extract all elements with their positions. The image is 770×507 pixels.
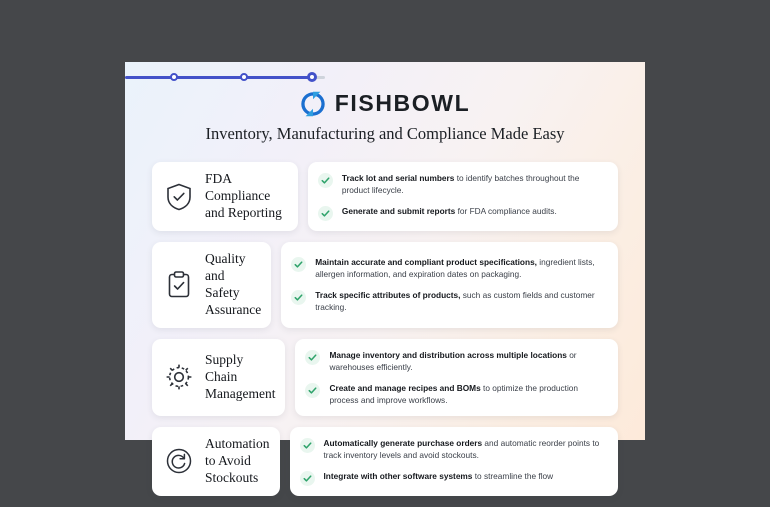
feature-bullet-strong: Track specific attributes of products, — [315, 290, 461, 301]
check-icon — [305, 350, 320, 365]
feature-bullet — [291, 289, 606, 313]
feature-bullet-text — [315, 256, 606, 280]
feature-row — [152, 162, 618, 231]
feature-bullet-rest: ingredient lists, allergen information, and expiration dates on packaging. — [315, 257, 595, 280]
progress-knob[interactable] — [307, 72, 317, 82]
brand-lockup — [125, 90, 645, 117]
gear-icon — [164, 362, 194, 392]
feature-bullet-strong: Maintain accurate and compliant product specifications, — [315, 257, 537, 268]
feature-bullet — [318, 205, 606, 221]
feature-bullet — [305, 349, 606, 373]
feature-bullet-text — [342, 205, 557, 217]
progress-fill — [125, 76, 315, 79]
brand-name: FISHBOWL — [334, 90, 471, 116]
check-icon — [291, 257, 306, 272]
feature-title: Quality and Safety Assurance — [205, 251, 262, 317]
feature-bullet-rest: and automatic reorder points to track inventory levels and avoid stockouts. — [323, 437, 600, 460]
clipboard-check-icon — [164, 270, 194, 300]
feature-detail-card — [295, 339, 618, 416]
feature-bullet-text — [329, 382, 606, 406]
feature-bullet-rest: to identify batches throughout the product lifecycle. — [341, 173, 580, 196]
feature-bullet-text — [324, 470, 554, 482]
slide-progress-bar[interactable] — [125, 71, 325, 83]
slide-tagline: Inventory, Manufacturing and Compliance Made Easy — [205, 124, 565, 143]
fishbowl-logo-icon — [300, 91, 326, 117]
feature-bullet-strong: Integrate with other software systems — [323, 470, 473, 481]
feature-bullet-strong: Track lot and serial numbers — [341, 173, 455, 183]
feature-bullet-text — [329, 349, 606, 373]
check-icon — [291, 290, 306, 305]
refresh-circle-icon — [164, 446, 194, 476]
feature-bullet-rest: such as custom fields and customer tracking. — [315, 290, 595, 313]
shield-check-icon — [164, 182, 194, 212]
feature-title-card — [152, 339, 285, 416]
feature-title: FDA Compliance and Reporting — [205, 171, 282, 220]
feature-row — [152, 427, 618, 496]
feature-bullet-text — [315, 289, 606, 313]
check-icon — [300, 471, 315, 486]
feature-row — [152, 242, 618, 328]
feature-bullet-text — [324, 437, 607, 461]
feature-bullet-rest: to streamline the flow — [472, 470, 554, 481]
feature-detail-card — [281, 242, 618, 328]
feature-bullet-rest: or warehouses efficiently. — [329, 349, 577, 372]
feature-bullet — [305, 382, 606, 406]
feature-rows — [152, 162, 618, 507]
feature-title-card — [152, 242, 271, 328]
feature-bullet — [300, 470, 607, 486]
feature-detail-card — [308, 162, 618, 231]
feature-row — [152, 339, 618, 416]
feature-detail-card — [290, 427, 619, 496]
feature-title-card — [152, 427, 280, 496]
check-icon — [318, 206, 333, 221]
feature-bullet-strong: Manage inventory and distribution across multiple locations — [329, 349, 567, 360]
check-icon — [305, 383, 320, 398]
feature-title-card — [152, 162, 298, 231]
progress-tick-2[interactable] — [240, 73, 248, 81]
progress-tick-1[interactable] — [170, 73, 178, 81]
feature-bullet-strong: Create and manage recipes and BOMs — [329, 382, 481, 393]
feature-bullet — [318, 172, 606, 196]
feature-bullet-rest: for FDA compliance audits. — [455, 206, 557, 217]
check-icon — [318, 173, 333, 188]
feature-bullet-text — [342, 172, 606, 196]
feature-bullet-strong: Automatically generate purchase orders — [323, 437, 483, 448]
feature-title: Automation to Avoid Stockouts — [205, 435, 270, 485]
feature-bullet — [291, 256, 606, 280]
feature-title: Supply Chain Management — [205, 351, 276, 401]
slide-document — [125, 62, 645, 485]
feature-bullet — [300, 437, 607, 461]
feature-bullet-strong: Generate and submit reports — [341, 206, 456, 217]
check-icon — [300, 438, 315, 453]
feature-bullet-rest: to optimize the production process and improve workflows. — [329, 382, 579, 405]
